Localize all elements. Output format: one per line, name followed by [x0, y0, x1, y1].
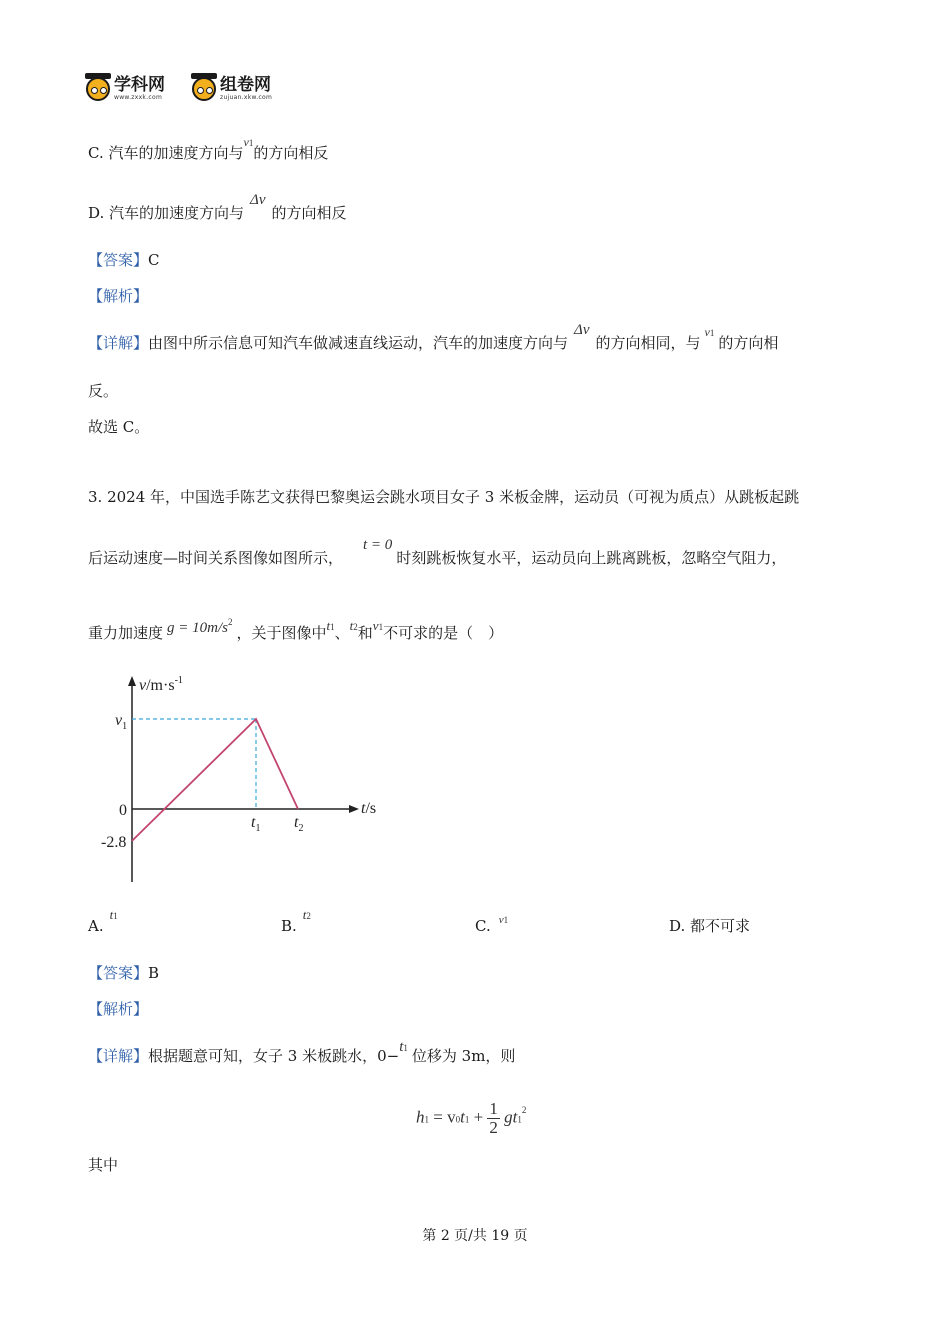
other-text: 其中	[88, 1156, 119, 1174]
option-a: A.t1	[88, 907, 118, 935]
page-number: 第 2 页/共 19 页	[422, 1228, 528, 1244]
option-d: D. 都不可求	[669, 917, 751, 935]
logo-url: www.zxxk.com	[114, 94, 163, 101]
y-tick-v1: $v_1$	[115, 712, 128, 732]
logo-name: 组卷网	[220, 75, 271, 95]
y-axis-arrow	[128, 676, 136, 686]
analysis-label-prev: 【解析】	[88, 287, 149, 305]
answer-prev: 【答案】C	[88, 251, 160, 269]
velocity-series-line	[132, 719, 298, 841]
x-tick-t2: $t_2$	[294, 814, 304, 834]
y-axis-label: $v/m\cdot s^{-1}$	[139, 675, 183, 694]
detail-q3: 【详解】根据题意可知，女子 3 米板跳水，0−t1 位移为 3m，则	[88, 1039, 516, 1065]
conclusion-prev: 故选 C。	[88, 418, 150, 436]
velocity-time-chart	[95, 670, 395, 890]
question3-line2: 后运动速度—时间关系图像如图所示，t = 0时刻跳板恢复水平，运动员向上跳离跳板，忽略空气阻力，	[88, 537, 787, 567]
question3-line1: 3. 2024 年，中国选手陈艺文获得巴黎奥运会跳水项目女子 3 米板金牌，运动员（可视为质点）从跳板起跳	[88, 488, 800, 506]
y-tick-zero: 0	[119, 802, 127, 819]
option-b: B.t2	[281, 907, 311, 935]
owl-logo-icon	[192, 77, 216, 101]
detail-prev-line2: 反。	[88, 382, 119, 400]
displacement-formula: h1 = v0t1 + $\frac{1}{2}$ $gt1^2$	[416, 1099, 527, 1137]
answer-q3: 【答案】B	[88, 964, 160, 982]
question3-line3: 重力加速度 $g = 10m/s^2$，关于图像中t1、t2和v1不可求的是（ ）	[88, 617, 504, 642]
x-axis-label: t/s	[361, 800, 377, 817]
owl-logo-icon	[86, 77, 110, 101]
y-tick-negative: -2.8	[101, 834, 127, 851]
analysis-label-q3: 【解析】	[88, 1000, 149, 1018]
option-c-prev: C. 汽车的加速度方向与$^{v1}$的方向相反	[88, 135, 329, 162]
detail-prev: 【详解】由图中所示信息可知汽车做减速直线运动，汽车的加速度方向与Δv的方向相同，与$^{v1}$的方向相	[88, 322, 779, 352]
x-axis-arrow	[349, 805, 359, 813]
x-tick-t1: $t_1$	[251, 814, 261, 834]
option-d-prev: D. 汽车的加速度方向与Δv的方向相反	[88, 192, 347, 222]
option-c: C. $^{v1}$	[475, 914, 509, 935]
logo-zujuanwang	[192, 72, 272, 106]
logo-xuekewang	[86, 72, 165, 106]
logo-url: zujuan.xkw.com	[220, 94, 273, 101]
logo-name: 学科网	[114, 75, 165, 95]
